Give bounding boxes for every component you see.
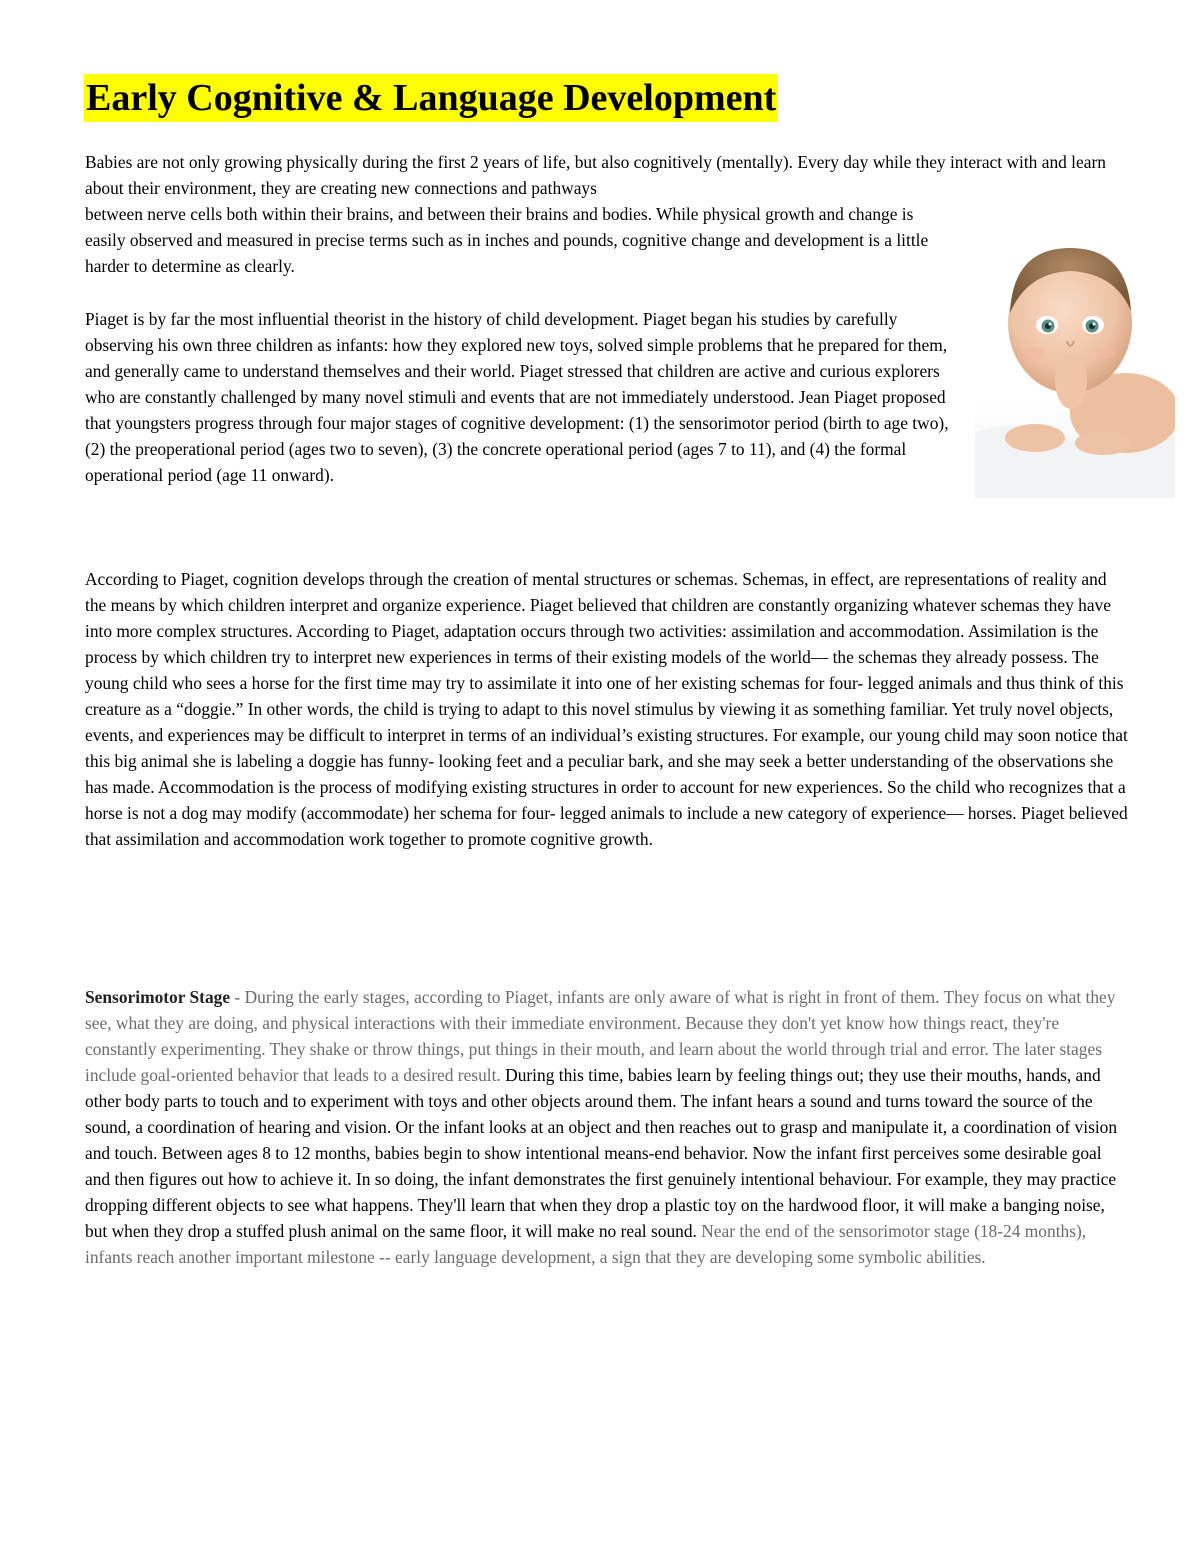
sensorimotor-middle-text: During this time, babies learn by feeling things out; they use their mouths, hands, and other body parts to touch and to experiment with toys and other objects around them. The infant hears a sound and turns toward the source of the sound, a coordination of hearing and vision. Or the infant looks at an object and then reaches out to grasp and manipulate it, a coordination of vision and touch. Between ages 8 to 12 months, babies begin to show intentional means-end behavior. Now the infant first perceives some desirable goal and then figures out how to achieve it. In so doing, the infant demonstrates the first genuinely intentional behaviour. For example, they may practice dropping different objects to see what happens. They'll learn that when they drop a plastic toy on the hardwood floor, it will make a banging noise, but when they drop a stuffed plush animal on the same floor, it will make no real sound. xyxy=(85,1065,1118,1241)
sensorimotor-paragraph xyxy=(85,984,1130,1270)
intro-paragraph xyxy=(85,149,1130,279)
sensorimotor-heading: Sensorimotor Stage xyxy=(85,987,231,1007)
sensorimotor-intro-text: - During the early stages, according to Piaget, infants are only aware of what is right in front of them. They focus on what they see, what they are doing, and physical interactions with their immediate environment. Because they don't yet know how things react, they're constantly experimenting. They shake or throw things, put things in their mouth, and learn about the world through trial and error. The later stages include goal-oriented behavior that leads to a desired result. xyxy=(85,987,1116,1085)
schemas-paragraph: According to Piaget, cognition develops through the creation of mental structures or schemas. Schemas, in effect, are representations of reality and the means by which children interpret and organize experience. Piaget believed that children are constantly organizing whatever schemas they have into more complex structures. According to Piaget, adaptation occurs through two activities: assimilation and accommodation. Assimilation is the process by which children try to interpret new experiences in terms of their existing models of the world— the schemas they already possess. The young child who sees a horse for the first time may try to assimilate it into one of her existing schemas for four- legged animals and thus think of this creature as a “doggie.” In other words, the child is trying to adapt to this novel stimulus by viewing it as something familiar. Yet truly novel objects, events, and experiences may be difficult to interpret in terms of an individual’s existing structures. For example, our young child may soon notice that this big animal she is labeling a doggie has funny- looking feet and a peculiar bark, and she may seek a better understanding of the observations she has made. Accommodation is the process of modifying existing structures in order to account for new experiences. So the child who recognizes that a horse is not a dog may modify (accommodate) her schema for four- legged animals to include a new category of experience— horses. Piaget believed that assimilation and accommodation work together to promote cognitive growth. xyxy=(85,569,1128,849)
baby-photo xyxy=(975,203,1175,498)
intro-text-narrow: between nerve cells both within their brains, and between their brains and bodies. While physical growth and change is easily observed and measured in precise terms such as in inches and pounds, cognitive change and development is a little harder to determine as clearly. xyxy=(85,204,929,276)
sensorimotor-end-text: Near the end of the sensorimotor stage (18-24 months), infants reach another important milestone -- early language development, a sign that they are developing some symbolic abilities. xyxy=(85,1221,1087,1267)
page-title: Early Cognitive & Language Development xyxy=(84,74,778,122)
piaget-paragraph: Piaget is by far the most influential theorist in the history of child development. Piaget began his studies by carefully observing his own three children as infants: how they explored new toys, solved simple problems that he prepared for them, and generally came to understand themselves and their world. Piaget stressed that children are active and curious explorers who are constantly challenged by many novel stimuli and events that are not immediately understood. Jean Piaget proposed that youngsters progress through four major stages of cognitive development: (1) the sensorimotor period (birth to age two), (2) the preoperational period (ages two to seven), (3) the concrete operational period (ages 7 to 11), and (4) the formal operational period (age 11 onward). xyxy=(85,309,949,485)
intro-text-wide: Babies are not only growing physically during the first 2 years of life, but also cognitively (mentally). Every day while they interact with and learn about their environment, they are creating new connections and pathways xyxy=(85,152,1106,198)
